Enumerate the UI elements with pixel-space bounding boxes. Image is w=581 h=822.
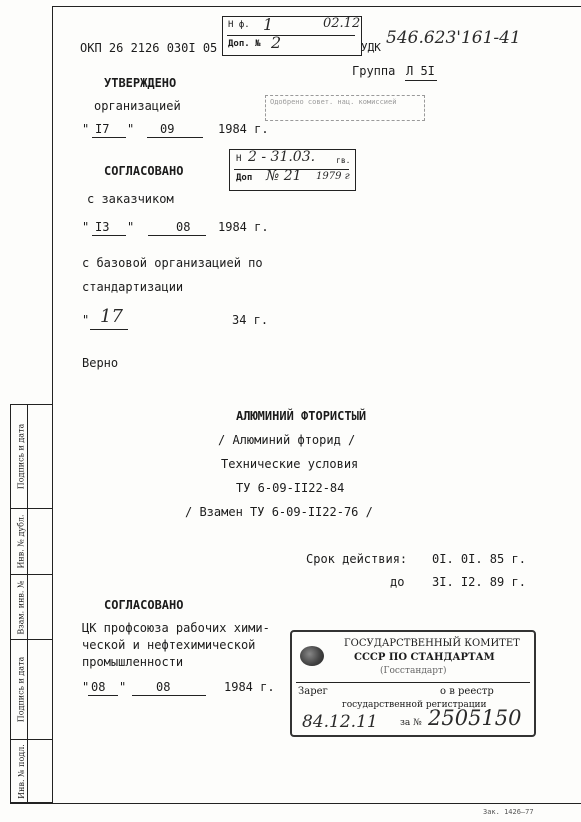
gosstandart-stamp: [290, 630, 536, 737]
doc-code: ТУ 6-09-II22-84: [236, 481, 345, 495]
verno-label: Верно: [82, 356, 119, 370]
union-month-underline: [132, 695, 206, 696]
agreed-customer-month: 08: [176, 220, 191, 234]
footer-mark: Зак. 1426—77: [483, 808, 534, 816]
gos-line4-left: Зарег: [298, 686, 328, 697]
agreed-customer-year: 1984 г.: [218, 220, 269, 234]
gos-date-hand: 84.12.11: [302, 712, 378, 732]
agreed-base-day: 17: [100, 306, 123, 327]
cust-stamp-right-2: 1979 г: [316, 171, 350, 182]
approved-day: I7: [95, 122, 110, 136]
udk-label: УДК: [361, 41, 381, 54]
validity-to-label: до: [390, 575, 405, 589]
emblem-icon: [300, 646, 324, 666]
approved-day-quote-open: ": [82, 122, 90, 136]
agreed-customer-quote-open: ": [82, 220, 90, 234]
reg-stamp-divider: [227, 35, 355, 36]
union-day: 08: [91, 680, 106, 694]
agreed-base-line2: стандартизации: [82, 280, 184, 294]
approved-by: организацией: [94, 99, 181, 113]
validity-label: Срок действия:: [306, 552, 408, 566]
side-field-label: Инв. № подл.: [16, 744, 26, 799]
union-day-underline: [88, 695, 118, 696]
gos-num-hand: 2505150: [428, 706, 522, 730]
cust-stamp-label-2: Доп: [236, 173, 253, 183]
reg-stamp-hand-2: 2: [271, 33, 282, 52]
registration-stamp-customer: [229, 149, 356, 191]
group-code: Л 5I: [406, 64, 435, 78]
gos-line4-right: о в реестр: [440, 686, 494, 697]
reg-stamp-hand-1: 1: [263, 15, 274, 34]
product-alt-name: / Алюминий фторид /: [218, 433, 356, 447]
side-field-label: Взам. инв. №: [16, 579, 26, 635]
side-field-orig-inv: [11, 740, 53, 803]
side-field-label: Подпись и дата: [16, 423, 26, 490]
group-code-underline: [405, 80, 437, 81]
gos-line3: (Госстандарт): [380, 666, 447, 676]
agreed-base-day-underline: [90, 329, 128, 330]
gos-divider: [296, 682, 530, 683]
product-name: АЛЮМИНИЙ ФТОРИСТЫЙ: [236, 409, 367, 423]
doc-type: Технические условия: [221, 457, 359, 471]
agreed-customer-day-underline: [92, 235, 126, 236]
cust-stamp-hand-1: 2 - 31.03.: [248, 149, 316, 165]
agreed-customer-month-underline: [148, 235, 206, 236]
approved-month-underline: [147, 137, 203, 138]
group-label: Группа: [352, 64, 396, 78]
agreed-customer-title: СОГЛАСОВАНО: [104, 164, 184, 178]
approved-year: 1984 г.: [218, 122, 269, 136]
gos-num-label: за №: [400, 718, 422, 728]
union-quote-close: ": [119, 680, 127, 694]
validity-to: 3I. I2. 89 г.: [432, 575, 526, 589]
agreed-base-quote-open: ": [82, 313, 90, 327]
side-field-signature-date-2: [11, 640, 53, 740]
frame-top-line: [52, 6, 581, 7]
side-field-label: Инв. № дубл.: [16, 514, 26, 569]
side-field-dup-inv: [11, 509, 53, 575]
frame-bottom-line: [10, 803, 581, 804]
cust-stamp-right-1: гв.: [336, 156, 351, 165]
side-field-signature-date-1: [11, 405, 53, 509]
agreed-base-year: 34 г.: [232, 313, 269, 327]
agreed-customer-day: I3: [95, 220, 110, 234]
union-line2: ческой и нефтехимической: [82, 638, 256, 652]
union-year: 1984 г.: [224, 680, 275, 694]
approved-day-quote-close: ": [127, 122, 135, 136]
agreed-customer-with: с заказчиком: [87, 192, 174, 206]
union-month: 08: [156, 680, 171, 694]
cust-stamp-label-1: Н: [236, 154, 242, 164]
okp-code: ОКП 26 2126 030I 05: [80, 41, 218, 55]
approved-title: УТВЕРЖДЕНО: [104, 76, 177, 90]
validity-from: 0I. 0I. 85 г.: [432, 552, 526, 566]
approved-month: 09: [160, 122, 175, 136]
reg-stamp-label-1: Н ф.: [228, 20, 250, 30]
side-fields-strip: [10, 404, 52, 803]
approved-day-underline: [92, 137, 126, 138]
doc-replaces: / Взамен ТУ 6-09-II22-76 /: [185, 505, 373, 519]
reg-stamp-label-2: Доп. №: [228, 39, 261, 49]
union-title: СОГЛАСОВАНО: [104, 598, 184, 612]
udk-code: 546.623'161-41: [386, 28, 521, 48]
registration-stamp-top: [222, 16, 362, 56]
gos-line1: ГОСУДАРСТВЕННЫЙ КОМИТЕТ: [344, 638, 520, 649]
side-field-replace-inv: [11, 575, 53, 640]
faint-stamp: [265, 95, 425, 121]
side-field-label: Подпись и дата: [16, 656, 26, 723]
agreed-base-line1: с базовой организацией по: [82, 256, 263, 270]
gos-line2: СССР ПО СТАНДАРТАМ: [354, 652, 495, 663]
union-quote-open: ": [82, 680, 90, 694]
gos-line5: государственной регистрации: [342, 700, 487, 710]
agreed-customer-quote-close: ": [127, 220, 135, 234]
faint-stamp-text: Одобрено совет. нац. комиссией: [270, 98, 397, 106]
union-line3: промышленности: [82, 655, 184, 669]
reg-stamp-right-1: 02.12: [323, 16, 361, 31]
union-line1: ЦК профсоюза рабочих хими-: [82, 621, 270, 635]
cust-stamp-hand-2: № 21: [266, 168, 302, 184]
